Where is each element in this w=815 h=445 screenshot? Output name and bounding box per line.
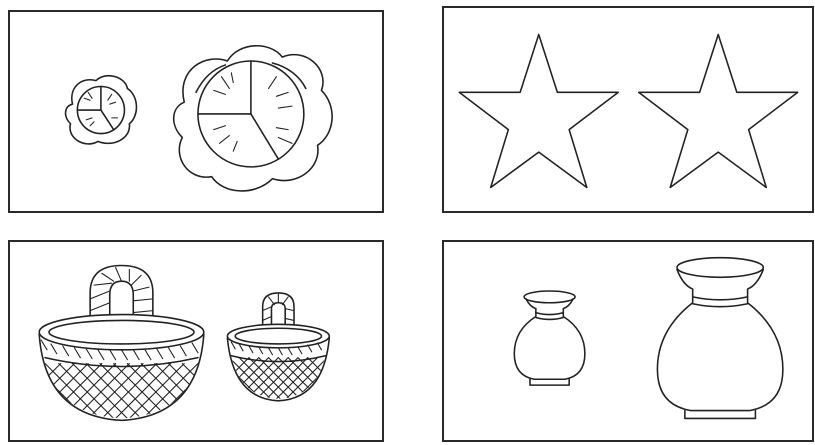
- small-vase-icon: [514, 291, 585, 385]
- star-panel: [442, 6, 814, 213]
- basket-drawing: [10, 242, 382, 440]
- cabbage-drawing: [10, 12, 382, 211]
- small-basket-icon: [206, 293, 351, 401]
- vase-panel: [442, 240, 814, 442]
- star-drawing: [444, 8, 812, 211]
- vase-drawing: [444, 242, 812, 440]
- basket-panel: [8, 240, 384, 442]
- small-cabbage-icon: [66, 76, 137, 144]
- left-star-icon: [459, 34, 618, 187]
- large-vase-icon: [657, 258, 782, 419]
- large-basket-icon: [10, 266, 241, 423]
- large-cabbage-icon: [174, 46, 332, 191]
- cabbage-panel: [8, 10, 384, 213]
- right-star-icon: [639, 34, 798, 187]
